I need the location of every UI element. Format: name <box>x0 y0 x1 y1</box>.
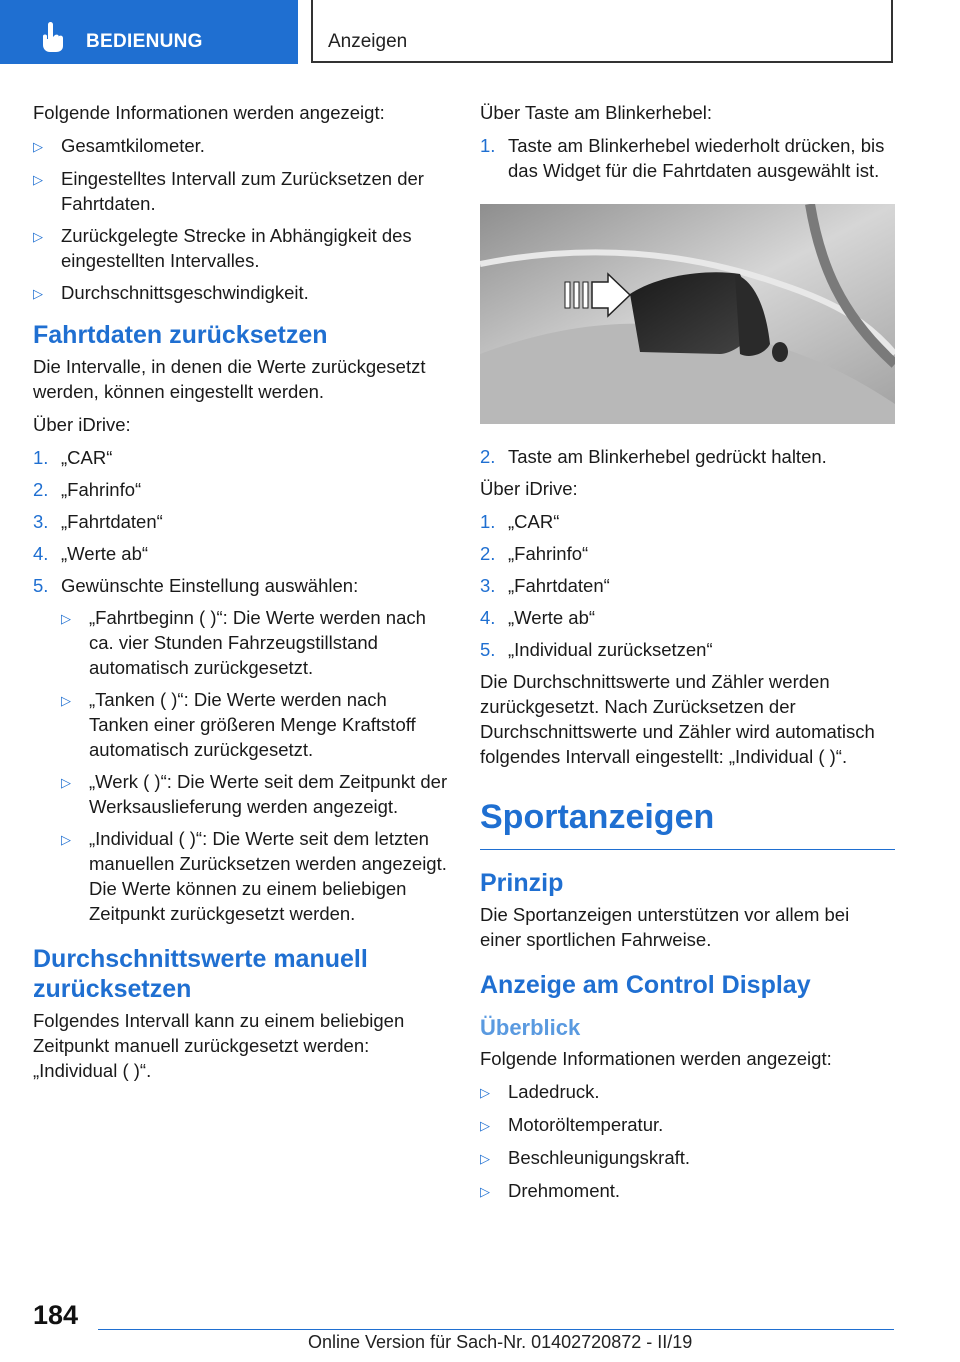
bullet-triangle-icon: ▷ <box>61 611 71 626</box>
info-bullet-list <box>33 133 448 306</box>
section-header <box>311 0 893 63</box>
hand-pointer-icon <box>40 22 66 52</box>
idrive-steps <box>33 445 448 598</box>
list-item: ▷ Drehmoment. <box>480 1178 895 1204</box>
overview-intro: Folgende Informationen werden angezeigt: <box>480 1048 832 1069</box>
list-item: 3. „Fahrtdaten“ <box>480 575 610 596</box>
list-item: 4. „Werte ab“ <box>480 607 596 628</box>
bullet-triangle-icon: ▷ <box>33 139 43 154</box>
list-item: 3. „Fahrtdaten“ <box>33 511 163 532</box>
list-item: ▷ „Tanken ( )“: Die Werte werden nach Tanken einer größeren Menge Kraftstoff automatisch zurückgesetzt. <box>61 689 416 760</box>
bullet-triangle-icon: ▷ <box>33 172 43 187</box>
list-item: 2. „Fahrinfo“ <box>480 543 589 564</box>
bullet-triangle-icon: ▷ <box>480 1184 490 1199</box>
heading-control-display: Anzeige am Control Display <box>480 971 811 999</box>
list-item: ▷ „Individual ( )“: Die Werte seit dem letzten manuellen Zurücksetzen werden angezeigt. Die Werte können zu einem beliebigen Zeitpunkt zurückgesetzt werden. <box>61 828 447 924</box>
bullet-triangle-icon: ▷ <box>61 832 71 847</box>
list-item: 2. „Fahrinfo“ <box>33 479 142 500</box>
idrive-steps <box>480 509 895 662</box>
bullet-triangle-icon: ▷ <box>480 1085 490 1100</box>
list-item: 4. „Werte ab“ <box>33 543 149 564</box>
idrive-label: Über iDrive: <box>480 478 578 499</box>
list-item: 2. Taste am Blinkerhebel gedrückt halten. <box>480 446 827 467</box>
turn-signal-lever-illustration <box>480 204 895 424</box>
info-intro: Folgende Informationen werden angezeigt: <box>33 102 385 123</box>
list-item: ▷ „Fahrtbeginn ( )“: Die Werte werden nach ca. vier Stunden Fahrzeugstillstand automatisch zurückgesetzt. <box>61 607 426 678</box>
chapter-tab <box>0 0 298 64</box>
list-item: ▷ Eingestelltes Intervall zum Zurücksetzen der Fahrtdaten. <box>33 168 424 214</box>
right-column <box>480 100 895 1211</box>
list-item: ▷ Gesamtkilometer. <box>33 133 448 159</box>
left-column <box>33 100 448 1091</box>
idrive-label: Über iDrive: <box>33 414 131 435</box>
heading-manual-reset: Durchschnittswerte manuell zurücksetzen <box>33 945 368 1003</box>
heading-overview: Überblick <box>480 1015 581 1040</box>
section-header-label: Anzeigen <box>328 31 408 52</box>
heading-prinzip: Prinzip <box>480 869 564 897</box>
manual-text: Folgendes Intervall kann zu einem beliebigen Zeitpunkt manuell zurückgesetzt werden: „Individual ( )“. <box>33 1010 405 1081</box>
list-item: ▷ „Werk ( )“: Die Werte seit dem Zeitpunkt der Werksauslieferung werden angezeigt. <box>61 771 448 817</box>
online-version-text: Online Version für Sach-Nr. 01402720872 - II/19 <box>308 1332 693 1352</box>
list-item: 1. „CAR“ <box>480 511 560 532</box>
bullet-triangle-icon: ▷ <box>61 775 71 790</box>
lever-label: Über Taste am Blinkerhebel: <box>480 102 713 123</box>
list-item: 1. Taste am Blinkerhebel wiederholt drücken, bis das Widget für die Fahrtdaten ausgewählt ist. <box>480 135 885 181</box>
setting-options-list <box>61 605 448 926</box>
page-number: 184 <box>33 1300 79 1330</box>
list-item: 5. „Individual zurücksetzen“ <box>480 639 713 660</box>
heading-sportanzeigen: Sportanzeigen <box>480 795 895 850</box>
after-reset-text: Die Durchschnittswerte und Zähler werden zurückgesetzt. Nach Zurücksetzen der Durchschnittswerte und Zähler wird automatisch folgendes Intervall eingestellt: „Individual ( )“. <box>480 671 875 767</box>
list-item: ▷ Durchschnittsgeschwindigkeit. <box>33 280 448 306</box>
list-item: ▷ Zurückgelegte Strecke in Abhängigkeit des eingestellten Intervalles. <box>33 225 412 271</box>
list-item: 5. Gewünschte Einstellung auswählen: <box>33 575 359 596</box>
bullet-triangle-icon: ▷ <box>480 1118 490 1133</box>
prinzip-text: Die Sportanzeigen unterstützen vor allem bei einer sportlichen Fahrweise. <box>480 904 850 950</box>
bullet-triangle-icon: ▷ <box>33 229 43 244</box>
overview-bullet-list <box>480 1079 895 1204</box>
bullet-triangle-icon: ▷ <box>480 1151 490 1166</box>
chapter-tab-label: BEDIENUNG <box>86 31 203 52</box>
footer-divider <box>98 1329 894 1330</box>
list-item: ▷ Beschleunigungskraft. <box>480 1145 895 1171</box>
bullet-triangle-icon: ▷ <box>33 286 43 301</box>
list-item: ▷ Motoröltemperatur. <box>480 1112 895 1138</box>
reset-text: Die Intervalle, in denen die Werte zurückgesetzt werden, können eingestellt werden. <box>33 356 426 402</box>
list-item: ▷ Ladedruck. <box>480 1079 895 1105</box>
bullet-triangle-icon: ▷ <box>61 693 71 708</box>
list-item: 1. „CAR“ <box>33 447 113 468</box>
heading-fahrtdaten-reset: Fahrtdaten zurücksetzen <box>33 321 328 349</box>
